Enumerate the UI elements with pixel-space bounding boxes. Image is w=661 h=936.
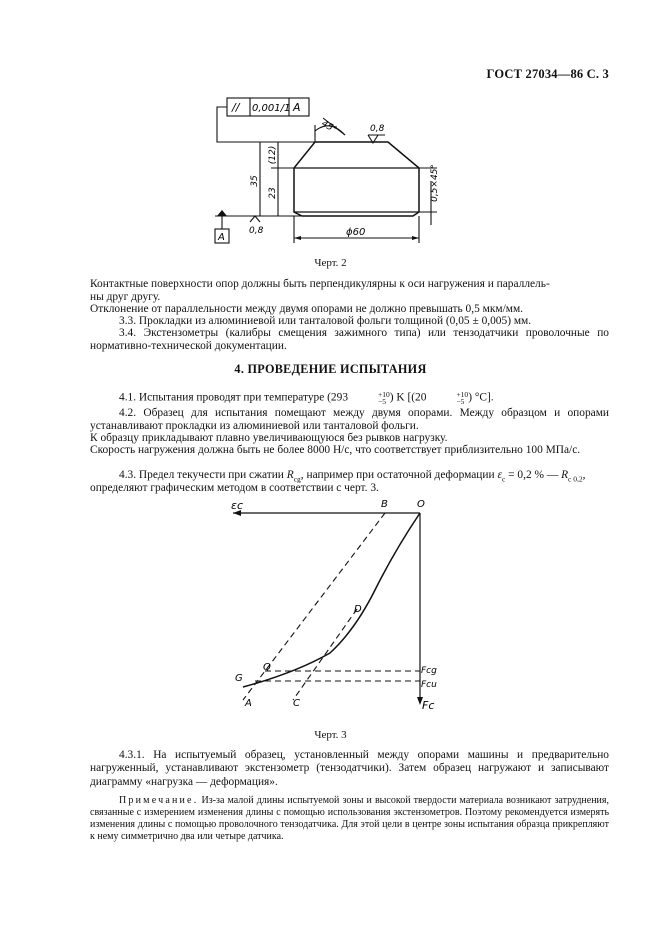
- height-12-label: (12): [268, 145, 278, 165]
- point-g-label: G: [235, 673, 243, 684]
- tolerance-datum: A: [293, 101, 301, 114]
- offset-line-c: [293, 609, 357, 700]
- para-3-4: 3.4. Экстензометры (калибры смещения зажимного типа) или тензодатчики проволочные по нормативно-технической документации.: [90, 327, 609, 353]
- specimen-outline: [294, 142, 419, 216]
- para-contacts: [90, 278, 609, 305]
- note-text: Из-за малой длины испытуемой зоны и высокой твердости материала возникают затруднения, связанные с измерением изменения длины с помощью использования экстензометров. Поэтому рекомендуется измерять изменения длины с помощью проволочного тензодатчика. Для этой цели в центре зоны испытания образца прикрепляют к нему симметрично два или четыре датчика.: [90, 795, 609, 842]
- datum-label: A: [218, 232, 225, 243]
- height-35-label: 35: [250, 175, 260, 187]
- para-contacts-line1: Контактные поверхности опор должны быть перпендикулярны к оси нагружения и параллель-: [90, 278, 550, 290]
- figure-3-caption: Черт. 3: [314, 729, 347, 741]
- para-3-3: 3.3. Прокладки из алюминиевой или танталовой фольги толщиной (0,05 ± 0,005) мм.: [119, 315, 532, 327]
- section-4-title: 4. ПРОВЕДЕНИЕ ИСПЫТАНИЯ: [234, 362, 427, 376]
- figure-3-diagram: [225, 495, 445, 715]
- diameter-label: ϕ60: [346, 227, 366, 238]
- para-4-2-b: К образцу прикладывают плавно увеличивающуюся без рывков нагрузку.: [90, 432, 448, 444]
- datum-triangle: [217, 210, 227, 216]
- tolerance-symbol: //: [232, 101, 240, 114]
- para-contacts-line2: ны друг другу.: [90, 291, 161, 304]
- fcg-label: Fcg: [421, 666, 437, 676]
- point-c-label: C: [293, 698, 300, 709]
- page-header: ГОСТ 27034—86 С. 3: [486, 67, 609, 81]
- para-4-1: 4.1. Испытания проводят при температуре (293 +10 −5 ) K [(20 +10 −5 ) °C].: [119, 390, 494, 406]
- point-o-label: O: [417, 499, 425, 510]
- tolerance-value: 0,001/1: [252, 103, 291, 114]
- figure-2-caption: Черт. 2: [314, 257, 347, 269]
- para-4-2-c: Скорость нагружения должна быть не более 8000 Н/с, что соответствует приблизительно 100 МПа/с.: [90, 444, 581, 456]
- figure-2-drawing: [205, 95, 455, 255]
- height-23-label: 23: [268, 187, 278, 199]
- fcu-label: Fcu: [421, 680, 437, 690]
- note-label: Примечание.: [119, 795, 199, 806]
- roughness-top-label: 0,8: [370, 124, 385, 134]
- point-d-label: D: [354, 604, 362, 615]
- para-4-3: 4.3. Предел текучести при сжатии $R_{cg}$, например при остаточной деформации $\varepsilon_c = 0,2$ % — $R_{c 0,2}$, определяют графическим методом в соответствии с черт. 3.: [90, 469, 609, 496]
- point-a-label: A: [245, 698, 252, 709]
- point-b-label: B: [381, 499, 388, 510]
- note: [90, 795, 609, 843]
- para-4-3-1: 4.3.1. На испытуемый образец, установленный между опорами машины и предварительно нагруженный, устанавливают экстензометр (тензодатчики). Затем образец нагружают и записывают диаграмму «нагрузка — деформация».: [90, 749, 609, 788]
- y-axis-label: Fc: [422, 699, 435, 712]
- para-deviation: Отклонение от параллельности между двумя опорами не должно превышать 0,5 мкм/мм.: [90, 303, 524, 315]
- angle-label: 45°: [319, 118, 339, 136]
- x-axis-label: εc: [231, 499, 243, 512]
- roughness-symbol-bottom: [250, 216, 260, 222]
- para-4-2-a: 4.2. Образец для испытания помещают между двумя опорами. Между образцом и опорами устанавливают прокладки из алюминиевой или танталовой фольги.: [90, 407, 609, 433]
- point-q-label: Q: [263, 662, 271, 673]
- load-curve: [243, 513, 420, 687]
- roughness-bottom-label: 0,8: [249, 226, 264, 236]
- para-4-3-line2: определяют графическим методом в соответствии с черт. 3.: [90, 482, 379, 495]
- chamfer-label: 0,5×45°: [430, 164, 440, 202]
